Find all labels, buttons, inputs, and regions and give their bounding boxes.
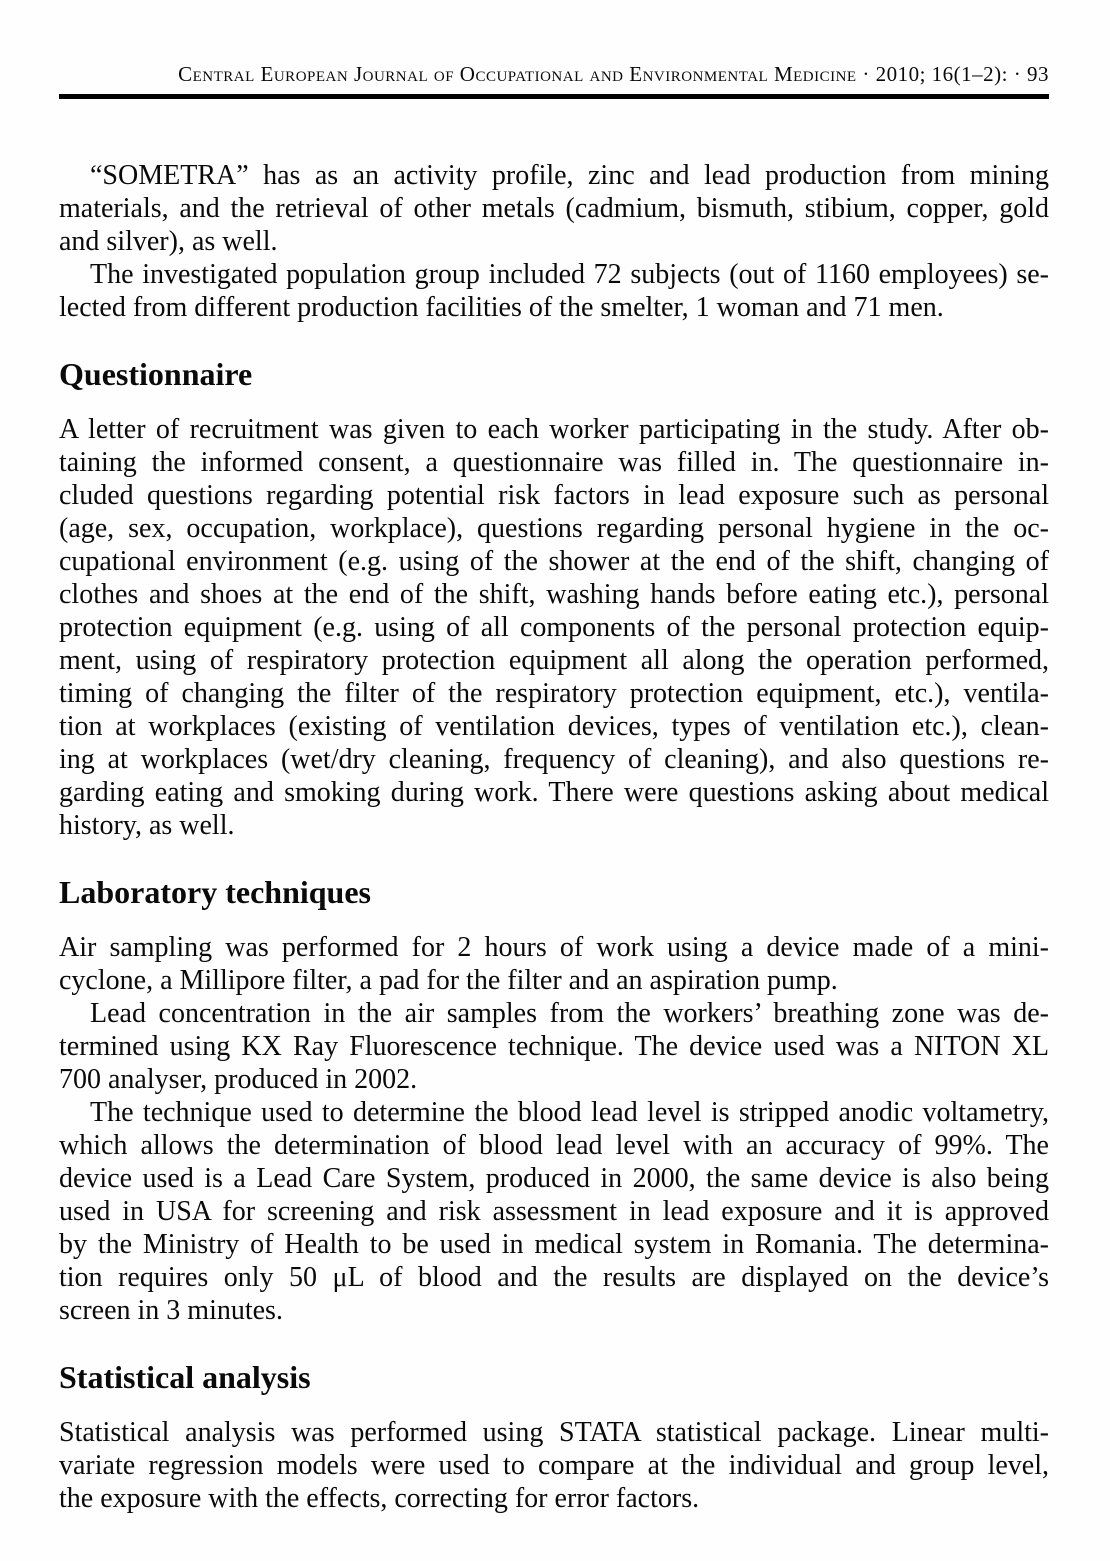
journal-header: [59, 0, 1049, 99]
text-line: garding eating and smoking during work. There were questions asking about medical: [59, 777, 1049, 808]
section-heading-statistical-analysis: Statistical analysis: [59, 1359, 311, 1395]
paragraph-lead-concentration: [59, 997, 1049, 1096]
text-line: tion requires only 50 μL of blood and the results are displayed on the device’s: [59, 1262, 1049, 1293]
text-line: taining the informed consent, a questionnaire was filled in. The questionnaire in-: [59, 447, 1049, 478]
text-line: (age, sex, occupation, workplace), questions regarding personal hygiene in the oc-: [59, 513, 1049, 544]
text-line: cluded questions regarding potential risk factors in lead exposure such as personal: [59, 480, 1049, 511]
text-line: Lead concentration in the air samples from the workers’ breathing zone was de-: [90, 998, 1049, 1029]
text-line: 700 analyser, produced in 2002.: [59, 1064, 418, 1095]
paragraph-sometra-profile: [59, 159, 1049, 258]
text-line: Statistical analysis was performed using STATA statistical package. Linear multi-: [59, 1417, 1049, 1448]
text-line: termined using KX Ray Fluorescence technique. The device used was a NITON XL: [59, 1031, 1049, 1062]
text-line: The technique used to determine the blood lead level is stripped anodic voltametry,: [90, 1097, 1049, 1128]
text-line: cyclone, a Millipore filter, a pad for the filter and an aspiration pump.: [59, 965, 838, 996]
paragraph-blood-lead-technique: [59, 1096, 1049, 1327]
text-line: ment, using of respiratory protection equipment all along the operation performed,: [59, 645, 1049, 676]
paragraph-questionnaire-details: [59, 413, 1049, 842]
text-line: and silver), as well.: [59, 226, 278, 257]
text-line: materials, and the retrieval of other metals (cadmium, bismuth, stibium, copper, gold: [59, 193, 1049, 224]
page-content: [59, 0, 1049, 1515]
text-line: Air sampling was performed for 2 hours of work using a device made of a mini-: [59, 932, 1049, 963]
paragraph-air-sampling: [59, 931, 1049, 997]
text-line: variate regression models were used to compare at the individual and group level,: [59, 1450, 1049, 1481]
text-line: lected from different production facilities of the smelter, 1 woman and 71 men.: [59, 292, 944, 323]
text-line: used in USA for screening and risk assessment in lead exposure and it is approved: [59, 1196, 1049, 1227]
section-heading-questionnaire: Questionnaire: [59, 356, 253, 392]
text-line: history, as well.: [59, 810, 235, 841]
text-line: timing of changing the filter of the respiratory protection equipment, etc.), ventila-: [59, 678, 1049, 709]
text-line: ing at workplaces (wet/dry cleaning, frequency of cleaning), and also questions re-: [59, 744, 1049, 775]
text-line: The investigated population group included 72 subjects (out of 1160 employees) se-: [90, 259, 1049, 290]
text-line: screen in 3 minutes.: [59, 1295, 283, 1326]
paragraph-investigated-population: [59, 258, 1049, 324]
text-line: by the Ministry of Health to be used in medical system in Romania. The determina-: [59, 1229, 1049, 1260]
text-line: A letter of recruitment was given to each worker participating in the study. After ob-: [59, 414, 1049, 445]
text-line: the exposure with the effects, correcting for error factors.: [59, 1483, 700, 1514]
text-line: device used is a Lead Care System, produced in 2000, the same device is also being: [59, 1163, 1049, 1194]
paragraph-statistical-analysis: [59, 1416, 1049, 1515]
text-line: which allows the determination of blood lead level with an accuracy of 99%. The: [59, 1130, 1049, 1161]
text-line: cupational environment (e.g. using of the shower at the end of the shift, changing of: [59, 546, 1049, 577]
text-line: clothes and shoes at the end of the shift, washing hands before eating etc.), personal: [59, 579, 1049, 610]
text-line: “SOMETRA” has as an activity profile, zinc and lead production from mining: [90, 160, 1049, 191]
text-line: tion at workplaces (existing of ventilation devices, types of ventilation etc.), clean-: [59, 711, 1049, 742]
text-line: protection equipment (e.g. using of all components of the personal protection equip-: [59, 612, 1049, 643]
header-rule-divider: [59, 94, 1049, 99]
section-heading-laboratory-techniques: Laboratory techniques: [59, 874, 371, 910]
journal-header-text: Central European Journal of Occupational and Environmental Medicine · 2010; 16(1–2): · 93: [178, 62, 1049, 86]
